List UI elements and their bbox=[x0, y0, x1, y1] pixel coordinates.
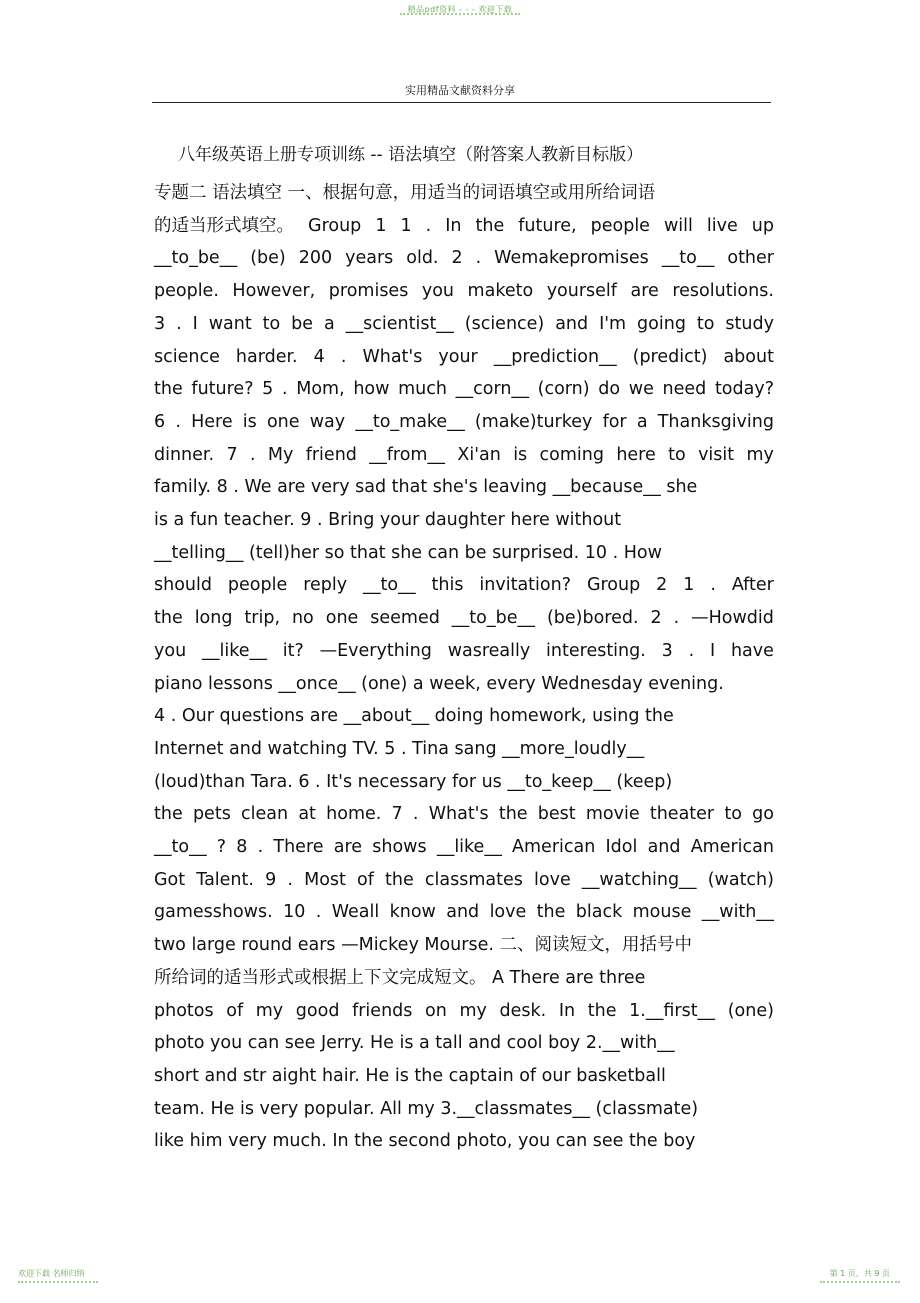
word: harder. bbox=[235, 346, 298, 367]
text-line bbox=[154, 211, 774, 241]
watermark-dots bbox=[400, 13, 520, 19]
word: are bbox=[630, 281, 659, 302]
text-line bbox=[154, 440, 774, 470]
text-line: piano lessons __once__ (one) a week, every Wednesday evening. bbox=[154, 673, 724, 694]
word: However, bbox=[232, 281, 316, 302]
word: My bbox=[267, 444, 294, 465]
word: __to__ bbox=[363, 575, 416, 596]
word: . bbox=[249, 444, 256, 465]
word: love bbox=[489, 902, 527, 923]
word: desk. bbox=[499, 1000, 547, 1021]
word: I bbox=[709, 640, 716, 661]
word: to bbox=[696, 313, 715, 334]
word: coming bbox=[539, 444, 604, 465]
word: —Everything bbox=[319, 640, 432, 661]
word: future? bbox=[191, 379, 254, 400]
word: the bbox=[536, 902, 566, 923]
word: years bbox=[345, 248, 394, 269]
document-title: 八年级英语上册专项训练 -- 语法填空（附答案人教新目标版） bbox=[178, 145, 644, 165]
word: 10 bbox=[283, 902, 306, 923]
word: long bbox=[194, 608, 233, 629]
word: Wemakepromises bbox=[494, 248, 649, 269]
word: shows bbox=[372, 837, 427, 857]
word: here bbox=[616, 444, 656, 465]
word: 7 bbox=[391, 804, 403, 825]
word: Mom, bbox=[296, 379, 345, 400]
text-line bbox=[154, 374, 774, 404]
word: need bbox=[662, 379, 707, 400]
word: __prediction__ bbox=[493, 346, 617, 367]
word: 4 bbox=[313, 346, 325, 367]
word: classmates bbox=[424, 869, 523, 890]
header-divider bbox=[152, 102, 771, 103]
word: are bbox=[333, 837, 363, 857]
text-line bbox=[154, 243, 774, 273]
word: and bbox=[647, 837, 681, 857]
word: be bbox=[291, 313, 314, 334]
word: . bbox=[710, 575, 716, 596]
word: __to_make__ bbox=[355, 411, 465, 432]
word: this bbox=[431, 575, 464, 596]
text-line bbox=[154, 799, 774, 829]
word: the bbox=[587, 1000, 617, 1021]
word: movie bbox=[585, 804, 640, 825]
text-line: family. 8 . We are very sad that she's leaving __because__ she bbox=[154, 477, 698, 498]
word: . bbox=[176, 313, 182, 334]
word: people bbox=[590, 215, 650, 236]
word: up bbox=[751, 215, 774, 236]
text-line bbox=[154, 865, 774, 895]
word: . bbox=[673, 608, 680, 629]
word: promises bbox=[328, 281, 409, 302]
word: love bbox=[534, 869, 571, 890]
word: old. bbox=[406, 248, 439, 269]
word: way bbox=[309, 411, 346, 432]
text-line: like him very much. In the second photo, you can see the boy bbox=[154, 1131, 696, 1152]
word: 8 bbox=[236, 837, 248, 857]
word: pets bbox=[192, 804, 231, 825]
word: clean bbox=[241, 804, 289, 825]
word: 1 bbox=[683, 575, 695, 596]
watermark-dots bbox=[18, 1281, 98, 1283]
word: 9 bbox=[265, 869, 277, 890]
word: What's bbox=[428, 804, 489, 825]
word: future, bbox=[518, 215, 577, 236]
text-line bbox=[154, 897, 774, 927]
word: live bbox=[706, 215, 738, 236]
word: . bbox=[175, 411, 181, 432]
word: the bbox=[154, 804, 183, 825]
word: the bbox=[385, 869, 414, 890]
word: you bbox=[154, 640, 187, 661]
word: ? bbox=[216, 837, 227, 857]
word: gamesshows. bbox=[154, 902, 273, 923]
word: After bbox=[731, 575, 774, 596]
watermark-bottom-left: 欢迎下载 名师归纳 bbox=[18, 1269, 85, 1278]
word: I'm bbox=[599, 313, 627, 334]
word: it? bbox=[282, 640, 304, 661]
text-line: (loud)than Tara. 6 . It's necessary for us __to_keep__ (keep) bbox=[154, 771, 673, 792]
word: 6 bbox=[154, 411, 166, 432]
word: is bbox=[513, 444, 528, 465]
word: going bbox=[637, 313, 686, 334]
word: (one) bbox=[727, 1000, 774, 1021]
word: my bbox=[746, 444, 774, 465]
word: mouse bbox=[632, 902, 692, 923]
word: Talent. bbox=[196, 869, 254, 890]
text-line: two large round ears —Mickey Mourse. 二、阅读短文，用括号中 bbox=[154, 935, 692, 956]
word: study bbox=[725, 313, 774, 334]
word: wasreally bbox=[447, 640, 531, 661]
word: theater bbox=[649, 804, 715, 825]
word: of bbox=[226, 1000, 244, 1021]
word: best bbox=[537, 804, 576, 825]
word: friend bbox=[305, 444, 357, 465]
word: want bbox=[208, 313, 252, 334]
word: __like__ bbox=[201, 640, 267, 661]
word: Most bbox=[304, 869, 346, 890]
word: Got bbox=[154, 869, 186, 890]
word: Xi'an bbox=[457, 444, 501, 465]
word: and bbox=[555, 313, 589, 334]
text-line: short and str aight hair. He is the captain of our basketball bbox=[154, 1065, 666, 1086]
word: at bbox=[298, 804, 316, 825]
word: 1 bbox=[400, 215, 412, 236]
text-line bbox=[154, 603, 774, 633]
text-line: is a fun teacher. 9 . Bring your daughter here without bbox=[154, 510, 622, 530]
word: and bbox=[446, 902, 480, 923]
word: friends bbox=[352, 1000, 413, 1021]
word: . bbox=[688, 640, 695, 661]
word: on bbox=[425, 1000, 447, 1021]
word: __like__ bbox=[436, 837, 502, 857]
word: Group bbox=[586, 575, 641, 596]
text-line: 专题二 语法填空 一、根据句意，用适当的词语填空或用所给词语 bbox=[154, 183, 656, 203]
word: __with__ bbox=[701, 902, 774, 923]
page-number: 第 1 页，共 9 页 bbox=[829, 1269, 890, 1278]
word: a bbox=[636, 411, 648, 432]
word: other bbox=[727, 248, 774, 269]
word: . bbox=[340, 346, 347, 367]
word: __from__ bbox=[369, 444, 445, 465]
word: my bbox=[459, 1000, 487, 1021]
text-line bbox=[154, 570, 774, 600]
word: . bbox=[425, 215, 432, 236]
word: you bbox=[421, 281, 455, 302]
word: —Howdid bbox=[691, 608, 774, 629]
word: trip, bbox=[244, 608, 281, 629]
word: (predict) bbox=[632, 346, 708, 367]
word: (be) bbox=[250, 248, 286, 269]
word: today? bbox=[714, 379, 774, 400]
word: know bbox=[389, 902, 436, 923]
word: 2 bbox=[650, 608, 662, 629]
word: 200 bbox=[298, 248, 333, 269]
word: There bbox=[273, 837, 324, 857]
word: . bbox=[475, 248, 482, 269]
word: Thanksgiving bbox=[657, 411, 774, 432]
word: . bbox=[257, 837, 264, 857]
word: we bbox=[628, 379, 654, 400]
word: how bbox=[353, 379, 390, 400]
word: photos bbox=[154, 1000, 214, 1021]
word: one bbox=[325, 608, 359, 629]
word: science bbox=[154, 346, 220, 367]
word: 5 bbox=[262, 379, 274, 400]
word: visit bbox=[698, 444, 735, 465]
text-line bbox=[154, 636, 774, 666]
word: black bbox=[575, 902, 623, 923]
word: 的适当形式填空。 bbox=[154, 215, 294, 236]
word: resolutions. bbox=[672, 281, 774, 302]
word: 2 bbox=[656, 575, 668, 596]
text-line: 4 . Our questions are __about__ doing homework, using the bbox=[154, 706, 674, 727]
word: In bbox=[558, 1000, 576, 1021]
word: for bbox=[602, 411, 627, 432]
text-line: Internet and watching TV. 5 . Tina sang __more_loudly__ bbox=[154, 738, 645, 759]
word: . bbox=[281, 379, 288, 400]
word: people. bbox=[154, 281, 219, 302]
word: the bbox=[154, 608, 183, 629]
watermark-top: 精品pdf资料 - - - 欢迎下载 bbox=[407, 5, 513, 14]
word: __watching__ bbox=[581, 869, 697, 890]
page-header: 实用精品文献资料分享 bbox=[405, 84, 515, 97]
word: to bbox=[262, 313, 281, 334]
word: __scientist__ bbox=[345, 313, 454, 334]
text-line bbox=[154, 342, 774, 372]
text-line bbox=[154, 832, 774, 862]
word: your bbox=[438, 346, 478, 367]
text-line bbox=[154, 276, 774, 306]
word: a bbox=[323, 313, 335, 334]
word: do bbox=[598, 379, 621, 400]
word: American bbox=[690, 837, 774, 857]
word: will bbox=[663, 215, 693, 236]
word: is bbox=[242, 411, 257, 432]
word: . bbox=[412, 804, 419, 825]
word: interesting. bbox=[546, 640, 646, 661]
word: (make)turkey bbox=[474, 411, 593, 432]
word: I bbox=[192, 313, 198, 334]
text-line: photo you can see Jerry. He is a tall and cool boy 2.__with__ bbox=[154, 1033, 675, 1054]
word: . bbox=[287, 869, 293, 890]
word: Idol bbox=[605, 837, 638, 857]
word: __to__ bbox=[661, 248, 715, 269]
word: go bbox=[752, 804, 774, 825]
word: people bbox=[227, 575, 288, 596]
word: What's bbox=[362, 346, 423, 367]
watermark-dots bbox=[820, 1281, 900, 1283]
text-line bbox=[154, 309, 774, 339]
word: the bbox=[498, 804, 528, 825]
word: have bbox=[730, 640, 774, 661]
word: (watch) bbox=[707, 869, 774, 890]
word: one bbox=[266, 411, 300, 432]
word: In bbox=[445, 215, 462, 236]
word: 7 bbox=[226, 444, 238, 465]
word: 1 bbox=[375, 215, 387, 236]
word: __corn__ bbox=[455, 379, 529, 400]
word: my bbox=[255, 1000, 284, 1021]
word: American bbox=[512, 837, 596, 857]
word: invitation? bbox=[479, 575, 571, 596]
word: of bbox=[357, 869, 374, 890]
word: the bbox=[154, 379, 183, 400]
word: maketo bbox=[467, 281, 534, 302]
word: seemed bbox=[370, 608, 440, 629]
word: Here bbox=[191, 411, 233, 432]
text-line bbox=[154, 407, 774, 437]
word: (corn) bbox=[537, 379, 590, 400]
word: to bbox=[724, 804, 742, 825]
text-line: __telling__ (tell)her so that she can be surprised. 10 . How bbox=[154, 542, 662, 563]
word: about bbox=[723, 346, 774, 367]
word: . bbox=[315, 902, 322, 923]
word: (science) bbox=[464, 313, 545, 334]
word: 3 bbox=[661, 640, 673, 661]
word: yourself bbox=[546, 281, 617, 302]
text-line bbox=[154, 996, 774, 1026]
word: should bbox=[154, 575, 212, 596]
word: 2 bbox=[451, 248, 463, 269]
word: home. bbox=[326, 804, 382, 825]
word: good bbox=[295, 1000, 340, 1021]
text-line: team. He is very popular. All my 3.__classmates__ (classmate) bbox=[154, 1098, 699, 1119]
word: __to_be__ bbox=[154, 248, 238, 269]
word: __to_be__ bbox=[451, 608, 535, 629]
word: much bbox=[398, 379, 447, 400]
word: 3 bbox=[154, 313, 166, 334]
word: reply bbox=[303, 575, 348, 596]
text-line: 所给词的适当形式或根据上下文完成短文。 A There are three bbox=[154, 967, 646, 988]
word: no bbox=[291, 608, 314, 629]
word: __to__ bbox=[154, 837, 207, 857]
word: dinner. bbox=[154, 444, 215, 465]
word: to bbox=[668, 444, 686, 465]
word: 1.__first__ bbox=[629, 1000, 716, 1021]
word: the bbox=[475, 215, 505, 236]
word: Group bbox=[308, 215, 362, 236]
word: Weall bbox=[331, 902, 380, 923]
word: (be)bored. bbox=[546, 608, 639, 629]
